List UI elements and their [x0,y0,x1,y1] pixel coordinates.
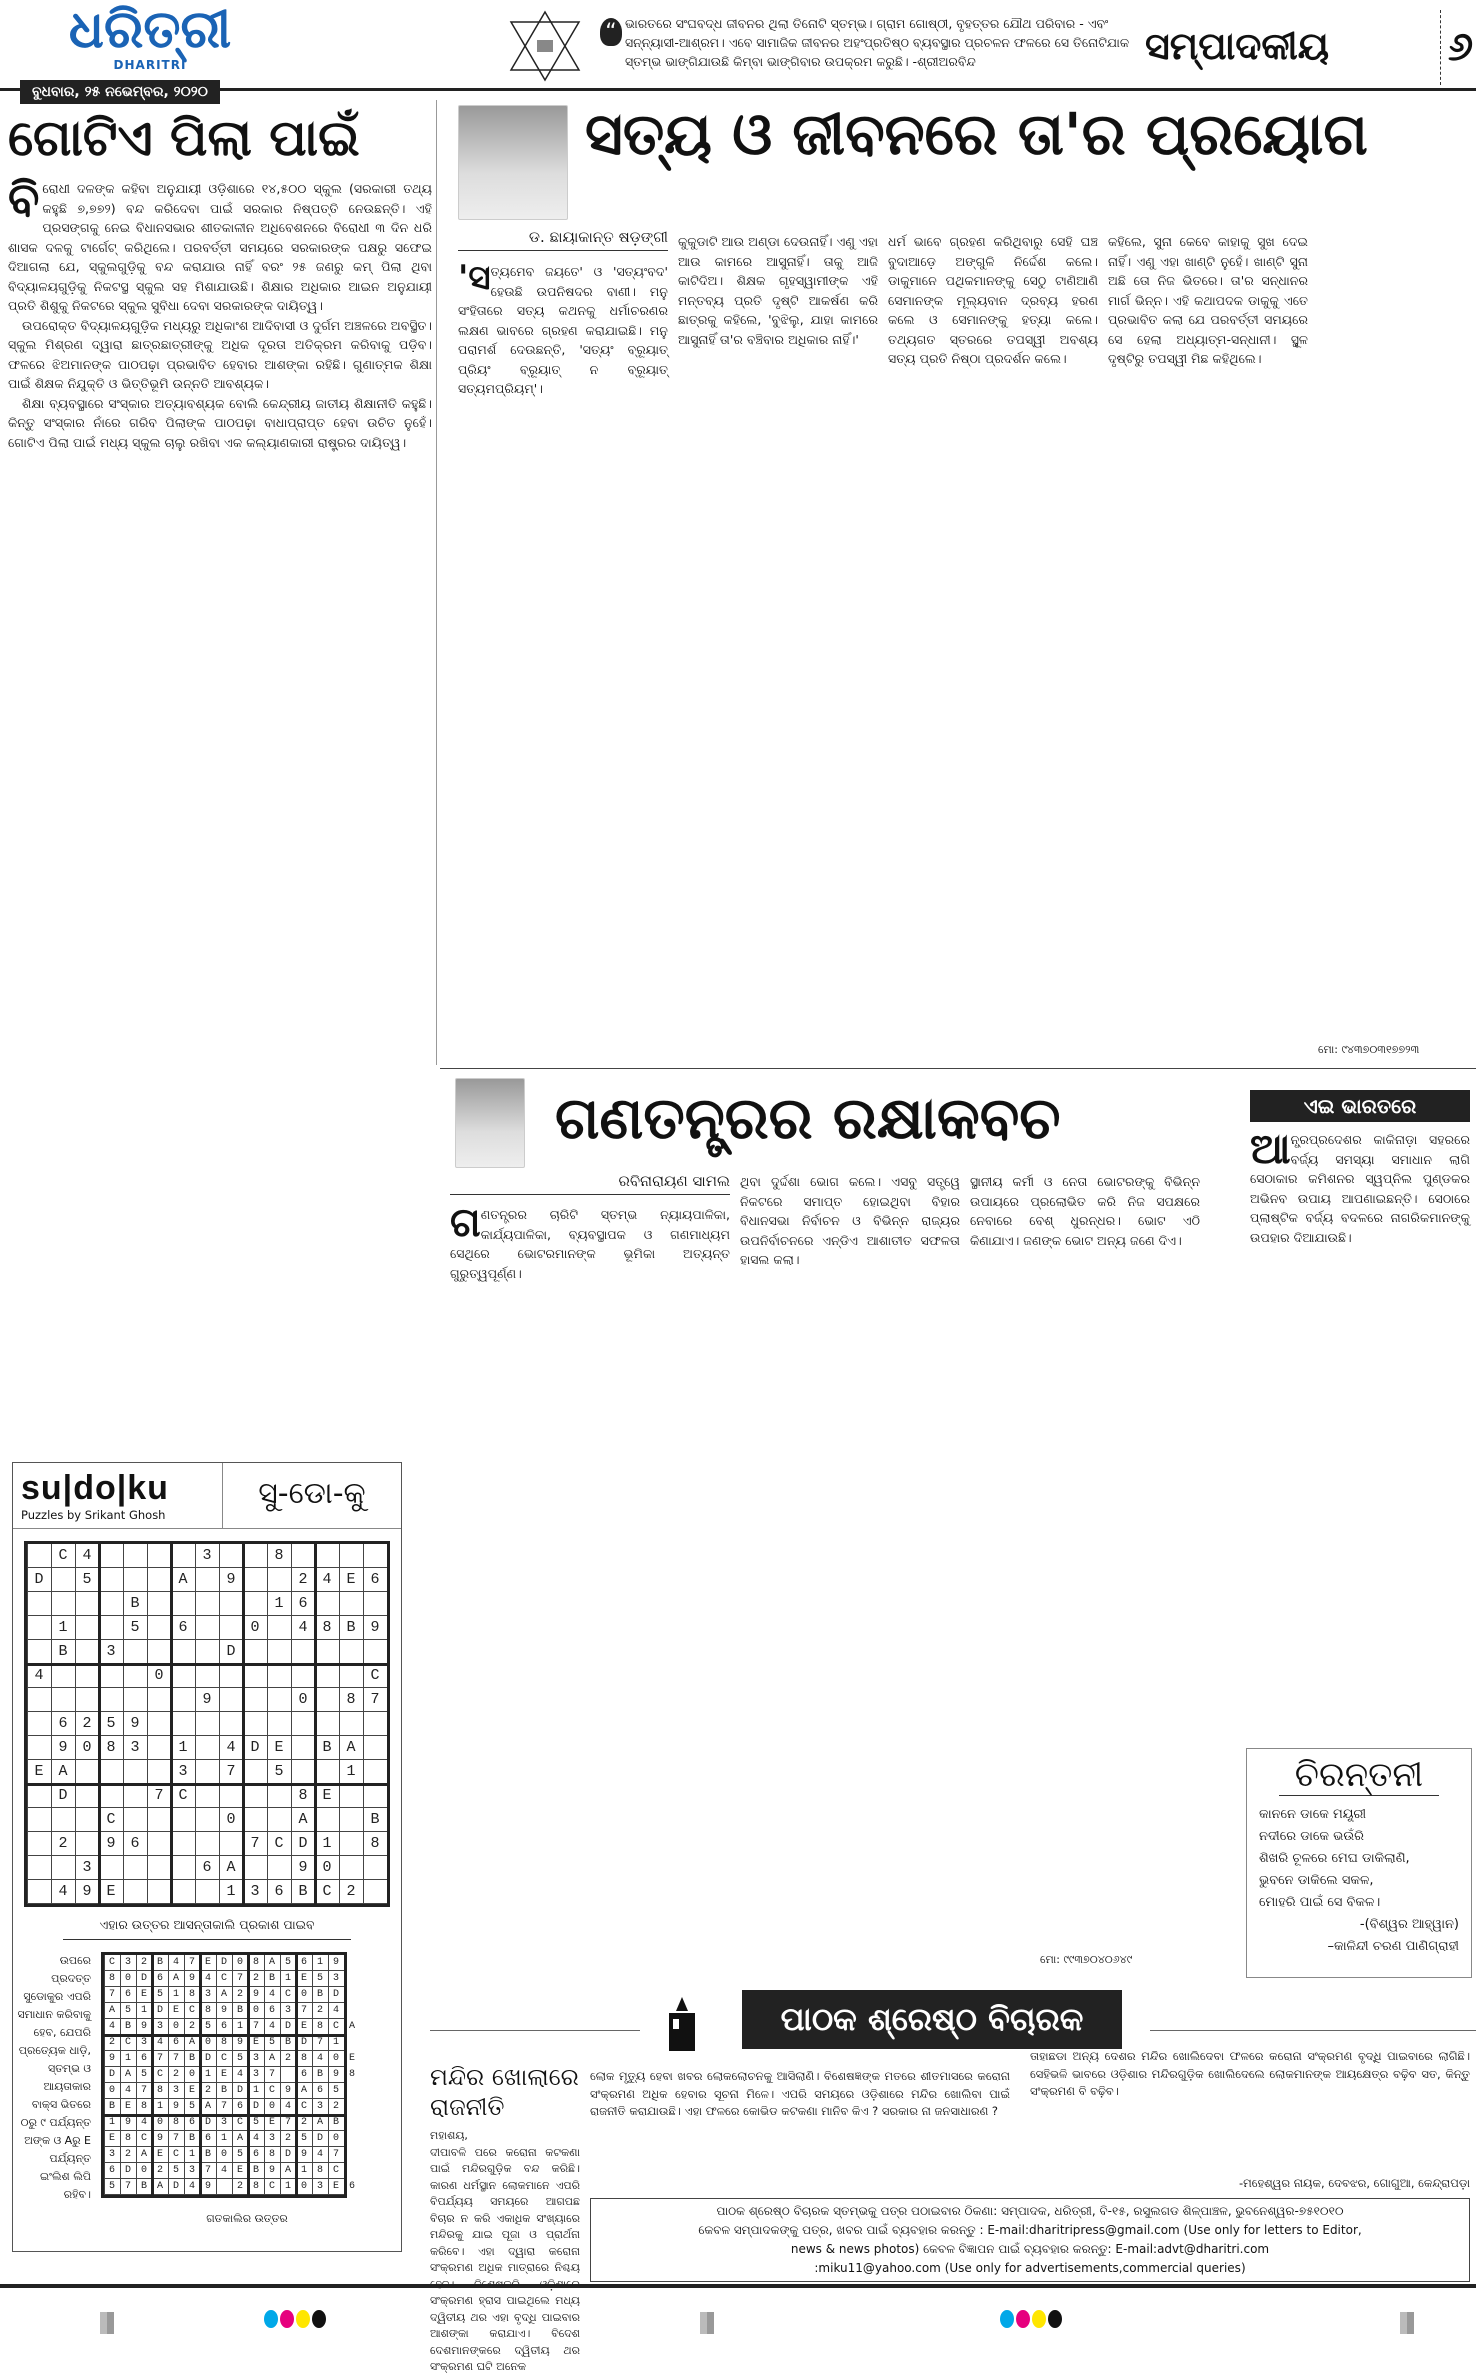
ei-bharatare-body: ଆନ୍ଧ୍ରପ୍ରଦେଶର କାକିନାଡ଼ା ସହରରେ ବର୍ଜ୍ୟ ସମସ୍ୟା ସମାଧାନ ଲାଗି ସେଠାକାର କମିଶନର ସ୍ୱପ୍ନିଲ ପୁଣ୍ଡକର ଅଭିନବ ଉପାୟ ଆପଣାଇଛନ୍ତି। ସେଠାରେ ପ୍ଲାଷ୍ଟିକ ବର୍ଜ୍ୟ ବଦଳରେ ନାଗରିକମାନଙ୍କୁ ଉପହାର ଦିଆଯାଉଛି। [1250,1124,1470,1245]
divider [1150,2030,1476,2031]
editorial [8,105,432,1060]
article-column-2: ଥିବା ଦୁର୍ଦ୍ଦଶା ଭୋଗ କଲେ। ଏସବୁ ସତ୍ତ୍ୱେ ନିକଟରେ ସମାପ୍ତ ହୋଇଥିବା ବିହାର ବିଧାନସଭା ନିର୍ବାଚନ ଓ ବିଭିନ୍ନ ରାଜ୍ୟର ଉପନିର୍ବାଚନରେ ଏନ୍‌ଡିଏ ଆଶାତୀତ ସଫଳତା ହାସଲ କଲା। [740,1174,960,1267]
sudoku-row: 57BAD49 28C103E6 [109,2181,366,2192]
sudoku-row: 04783E2BD1C9A65 [109,2085,350,2096]
author-byline: ରବିନାରାୟଣ ସାମଲ [450,1172,730,1195]
registration-mark [1400,2312,1414,2334]
article-column-1: 'ସତ୍ୟମେବ ଜୟତେ' ଓ 'ସତ୍ୟଂବଦ' ହେଉଛି ଉପନିଷଦର ବାଣୀ। ମନୁ ସଂହିତାରେ ସତ୍ୟ କଥନକୁ ଧର୍ମାଚରଣର ଲକ୍ଷଣ ଭାବରେ ଗ୍ରହଣ କରାଯାଇଛି। ମନୁ ପରାମର୍ଶ ଦେଉଛନ୍ତି, 'ସତ୍ୟଂ ବ୍ରୂୟାତ୍ ପ୍ରିୟଂ ବ୍ରୂୟାତ୍ ନ ବ୍ରୂୟାତ୍ ସତ୍ୟମପ୍ରିୟମ୍'। [458,258,668,396]
dharitri-logo: ଧରିତ୍ରୀ DHARITRI [68,0,232,72]
answer-note: ଏହାର ଉତ୍ତର ଆସନ୍ତାକାଲି ପ୍ରକାଶ ପାଇବ [63,1917,351,1940]
article-column-3: ସ୍ଥାନୀୟ କର୍ମୀ ଓ ନେତା ଭୋଟରଙ୍କୁ ବିଭିନ୍ନ ଉପାୟରେ ପ୍ରଲୋଭିତ କରି ନିଜ ସପକ୍ଷରେ ନେବାରେ ବେଶ୍ ଧୁରନ୍ଧର। ଭୋଟ ଏଠି କିଣାଯାଏ। ଜଣଙ୍କ ଭୋଟ ଅନ୍ୟ ଜଣେ ଦିଏ। [970,1174,1200,1248]
sudoku-row: D 7C 8E [34,1787,395,1804]
article-column-1: ଗଣତନ୍ତ୍ରର ଚାରିଟି ସ୍ତମ୍ଭ ନ୍ୟାୟପାଳିକା, କାର୍ଯ୍ୟପାଳିକା, ବ୍ୟବସ୍ଥାପକ ଓ ଗଣମାଧ୍ୟମ ସେଥିରେ ଭୋଟରମାନଙ୍କ ଭୂମିକା ଅତ୍ୟନ୍ତ ଗୁରୁତ୍ୱପୂର୍ଣ୍ଣ। [450,1200,730,1281]
sudoku-row: BE8195A76D04C32 [109,2101,350,2112]
letter-title: ମନ୍ଦିର ଖୋଲାରେ ରାଜନୀତି [430,2063,579,2121]
editorial-body: ବିରୋଧୀ ଦଳଙ୍କ କହିବା ଅନୁଯାୟୀ ଓଡ଼ିଶାରେ ୧୪,୫୦୦ ସ୍କୁଲ (ସରକାରୀ ତଥ୍ୟ କହୁଛି ୭,୭୭୨) ବନ୍ଦ କରିଦେବା ପାଇଁ ସରକାର ନିଷ୍ପତ୍ତି ନେଉଛନ୍ତି। ଏହି ପ୍ରସଙ୍ଗକୁ ନେଇ ବିଧାନସଭାର ଶୀତକାଳୀନ ଅଧିବେଶନରେ ବିରୋଧୀ ୩ ଦିନ ଧରି ଶାସକ ଦଳକୁ ଟାର୍ଗେଟ୍ କରିଥିଲେ। ପରବର୍ତ୍ତୀ ସମୟରେ ସରକାରଙ୍କ ପକ୍ଷରୁ ସଫେଇ ଦିଆଗଲା ଯେ, ସ୍କୁଲଗୁଡ଼ିକୁ ବନ୍ଦ କରାଯାଉ ନାହିଁ ବରଂ ୨୫ ଜଣରୁ କମ୍ ପିଲା ଥିବା ବିଦ୍ୟାଳୟଗୁଡ଼ିକୁ ନିକଟସ୍ଥ ସ୍କୁଲ ସହ ମିଶାଯାଉଛି। ଶିକ୍ଷାର ଅଧିକାର ଆଇନ ଅନୁଯାୟୀ ପ୍ରତି ଶିଶୁକୁ ନିକଟରେ ସ୍କୁଲ ସୁବିଧା ଦେବା ସରକାରଙ୍କ ଦାୟିତ୍ୱ। ଉପରୋକ୍ତ ବିଦ୍ୟାଳୟଗୁଡ଼ିକ ମଧ୍ୟରୁ ଅଧିକାଂଶ ଆଦିବାସୀ ଓ ଦୁର୍ଗମ ଅଞ୍ଚଳରେ ଅବସ୍ଥିତ। ସ୍କୁଲ ମିଶ୍ରଣ ଦ୍ୱାରା ଛାତ୍ରଛାତ୍ରୀଙ୍କୁ ଅଧିକ ଦୂରତା ଅତିକ୍ରମ କରିବାକୁ ପଡ଼ିବ। ଫଳରେ ଝିଅମାନଙ୍କ ପାଠପଢ଼ା ପ୍ରଭାବିତ ହେବାର ଆଶଙ୍କା ରହିଛି। ଗୁଣାତ୍ମକ ଶିକ୍ଷା ପାଇଁ ଶିକ୍ଷକ ନିଯୁକ୍ତି ଓ ଭିତ୍ତିଭୂମି ଉନ୍ନତି ଆବଶ୍ୟକ। ଶିକ୍ଷା ବ୍ୟବସ୍ଥାରେ ସଂସ୍କାର ଅତ୍ୟାବଶ୍ୟକ ବୋଲି କେନ୍ଦ୍ରୀୟ ଜାତୀୟ ଶିକ୍ଷାନୀତି କହୁଛି। କିନ୍ତୁ ସଂସ୍କାର ନାଁରେ ଗରିବ ପିଲାଙ୍କ ପାଠପଢ଼ା ବାଧାପ୍ରାପ୍ତ ହେବା ଉଚିତ ନୁହେଁ। ଗୋଟିଏ ପିଲା ପାଇଁ ମଧ୍ୟ ସ୍କୁଲ ଚାଲୁ ରଖିବା ଏକ କଲ୍ୟାଣକାରୀ ରାଷ୍ଟ୍ରର ଦାୟିତ୍ୱ। [8,172,432,450]
divider [430,2030,640,2031]
sudoku-row: B 16 [34,1595,395,1612]
article-headline: ସତ୍ୟ ଓ ଜୀବନରେ ତା'ର ପ୍ରୟୋଗ [585,100,1368,168]
sudoku-row: 3 6A 90 [34,1859,395,1876]
sudoku-row: DA5C201E437 6B98 [109,2069,366,2080]
chirantani-box [1246,1748,1472,1978]
color-registration-dots [264,2310,326,2328]
author-byline: ଡ. ଛାୟାକାନ୍ତ ଷଡ଼ଙ୍ଗୀ [458,228,668,251]
sudoku-row: C32B47ED08A5619 [109,1957,350,1968]
divider [440,1068,1476,1069]
article-column-4: କହିଲେ, ସୁନା କେବେ କାହାକୁ ସୁଖ ଦେଇ ନାହିଁ। ଏଣୁ ଏହା ଖାଣ୍ଟି ନୁହେଁ। ଖାଣ୍ଟି ସୁନା ଅଛି ତୋ ନିଜ ଭିତରେ। ତା'ର ସନ୍ଧାନର ମାର୍ଗ ଭିନ୍ନ। ଏହି କଥାପଦକ ଡାକୁକୁ ଏତେ ପ୍ରଭାବିତ କଲା ଯେ ପରବର୍ତ୍ତୀ ସମୟରେ ସେ ହେଲା ଅଧ୍ୟାତ୍ମ-ସନ୍ଧାନୀ। ସ୍ଥୂଳ ଦୃଷ୍ଟିରୁ ତପସ୍ୱୀ ମିଛ କହିଥିଲେ। [1108,234,1308,366]
sudoku-solution-grid [101,1952,366,2198]
column-rule [436,100,437,1065]
letters-heading: ପାଠକ ଶ୍ରେଷ୍ଠ ବିଚାରକ [742,1990,1122,2049]
sudoku-puzzle-grid [24,1541,395,1907]
section-title: ସମ୍ପାଦକୀୟ [1145,24,1330,68]
article-contact: ମୋ: ୯୯୩୭୦୪୦୬୪୯ [1040,1953,1133,1966]
quote-icon: “ [600,18,622,46]
sudoku-row: 2 96 7CD1 8 [34,1835,395,1852]
article-column-2: କୁକୁଡାଟି ଆଉ ଅଣ୍ଡା ଦେଉନାହିଁ। ଏଣୁ ଏହା ଆଉ କାମରେ ଆସୁନାହିଁ। ତାକୁ ଆଜି କାଟିଦିଅ। ଶିକ୍ଷକ ଗୃହସ୍ୱାମୀଙ୍କ ଏହି ମନ୍ତବ୍ୟ ପ୍ରତି ଦୃଷ୍ଟି ଆକର୍ଷଣ କରି ଛାତ୍ରକୁ କହିଲେ, 'ବୁଝିଲୁ, ଯାହା କାମରେ ଆସୁନାହିଁ ତା'ର ବଞ୍ଚିବାର ଅଧିକାର ନାହିଁ।' [678,234,878,347]
sudoku-title: ସୁ-ଡୋ-କୁ [258,1476,366,1511]
sudoku-row: EA 3 7 5 1 [34,1763,395,1780]
sudoku-instructions: ଉପରେ ପ୍ରଦତ୍ତ ସୁଡୋକୁର ଏପରି ସମାଧାନ କରିବାକୁ ହେବ, ଯେପରି ପ୍ରତ୍ୟେକ ଧାଡ଼ି, ସ୍ତମ୍ଭ ଓ ଆୟତାକାର ବାକ୍ସ ଭିତରେ ୦ରୁ ୯ ପର୍ଯ୍ୟନ୍ତ ଅଙ୍କ ଓ Aରୁ E ପର୍ଯ୍ୟନ୍ତ ଇଂଲିଶ ଲିପି ରହିବ। [17,1954,91,2201]
sudoku-row: B 3 D [34,1643,395,1660]
sudoku-row: C 0 A B [34,1811,395,1828]
sudoku-row: 32AEC1B0568D947 [109,2149,350,2160]
sudoku-row: 9083 1 4DE BA [34,1739,395,1756]
footer-rule [0,2284,1476,2288]
page-number: ୬ [1448,24,1474,70]
star-emblem-icon [505,10,585,82]
dropcap: ବି [8,172,40,226]
sudoku-row: 91677BDC53A2840E [109,2053,366,2064]
editorial-title: ଗୋଟିଏ ପିଲା ପାଇଁ [8,109,360,167]
sudoku-row: 76E5183A294C0BD [109,1989,350,2000]
pen-nib-icon [665,1995,699,2055]
sudoku-box: su|do|ku Puzzles by Srikant Ghosh ସୁ-ଡୋ-କୁ C4 3 8 D 5 A 9 24E6 B 16 1 5 6 0 48B9 B 3 D 4 0 C 9 0 87 6259 9083 1 4DE BA EA 3 7 5 1 D 7C 8E C 0 A B 2 96 7CD1 8 3 6A 90 49E 136BC2 ଏହାର ଉତ୍ତର ଆସନ୍ତାକାଲି ପ୍ରକାଶ ପାଇବ ଉପରେ ପ୍ରଦତ୍ତ ସୁଡୋକୁର ଏପରି ସମାଧାନ କରିବାକୁ ହେବ, ଯେପରି ପ୍ରତ୍ୟେକ ଧାଡ଼ି, ସ୍ତମ୍ଭ ଓ ଆୟତାକାର ବାକ୍ସ ଭିତରେ ୦ରୁ ୯ ପର୍ଯ୍ୟନ୍ତ ଅଙ୍କ ଓ Aରୁ E ପର୍ଯ୍ୟନ୍ତ ଇଂଲିଶ ଲିପି ରହିବ। C32B47ED08A5619 80D6A94C72B1E53 76E5183A294C0BD A51DEC89B063724 4B930256174DE8CA 2C346A089E5BD71 91677BDC53A2840E DA5C201E437 6B98 04783E2BD1C9A65 BE8195A76D04C32 194086D3C5E72AB E8C97B61A4325D0 32AEC1B0568D947 6D025374EB9A18C 57BAD49 28C103E6 ଗତକାଲିର ଉତ୍ତର [12,1462,402,2252]
author-photo [455,1078,525,1168]
letter-signature: -ମହେଶ୍ୱର ନାୟକ, ଦେବଝର, ଗୋଗୁଆ, କେନ୍ଦ୍ରାପଡ଼ା [1238,2176,1470,2190]
article-column-3: ଧର୍ମ ଭାବେ ଗ୍ରହଣ କରିଥିବାରୁ ସେହି ଘଞ୍ଚ ବୁଦାଆଡ଼େ ଅଙ୍ଗୁଳି ନିର୍ଦ୍ଦେଶ କଲେ। ଡାକୁମାନେ ପଥିକମାନଙ୍କୁ ସେଠୁ ଟାଣିଆଣି ସେମାନଙ୍କ ମୂଲ୍ୟବାନ ଦ୍ରବ୍ୟ ହରଣ କଲେ ଓ ସେମାନଙ୍କୁ ହତ୍ୟା କଲେ। ତଥ୍ୟଗତ ସ୍ତରରେ ତପସ୍ୱୀ ଅବଶ୍ୟ ସତ୍ୟ ପ୍ରତି ନିଷ୍ଠା ପ୍ରଦର୍ଶନ କଲେ। [888,234,1098,366]
sudoku-logo: su|do|ku [21,1469,169,1507]
chirantani-title: ଚିରନ୍ତନୀ [1279,1755,1439,1796]
letter-column-3: ତାହାଛଡା ଅନ୍ୟ ଦେଶର ମନ୍ଦିର ଖୋଲିଦେବା ଫଳରେ କରୋନା ସଂକ୍ରମଣ ବୃଦ୍ଧି ପାଇବାରେ ଲାଗିଛି। ସେହିଭଳି ଭାବରେ ଓଡ଼ିଶାର ମନ୍ଦିରଗୁଡ଼ିକ ଖୋଲିଦେଲେ ଲୋକମାନଙ୍କ ଆୟକ୍ଷେତ୍ର ବଢ଼ିବ ସତ, କିନ୍ତୁ ସଂକ୍ରମଣ ବି ବଢ଼ିବ। [1030,2049,1470,2098]
sudoku-row: 4B930256174DE8CA [109,2021,366,2032]
date-band: ବୁଧବାର, ୨୫ ନଭେମ୍ବର, ୨୦୨୦ [20,80,220,104]
sudoku-row: 2C346A089E5BD71 [109,2037,350,2048]
letter-column-2: ଲୋକ ମୃତ୍ୟୁ ହେବା ଖବର ଲୋକଲୋଚନକୁ ଆସିଲାଣି। ବିଶେଷଜ୍ଞଙ୍କ ମତରେ ଶୀତମାସରେ କରୋନା ସଂକ୍ରମଣ ଅଧିକ ହେବାର ସୂଚନା ମିଳେ। ଏପରି ସମୟରେ ଓଡ଼ିଶାରେ ମନ୍ଦିର ଖୋଲିବା ପାଇଁ ରାଜନୀତି କରାଯାଉଛି। ଏହା ଫଳରେ କୋଭିଡ କଟକଣା ମାନିବ କିଏ ? ସରକାର ନା ଜନସାଧାରଣ ? [590,2069,1010,2118]
registration-mark [700,2312,714,2334]
author-photo [458,105,568,220]
sudoku-row: D 5 A 9 24E6 [34,1571,395,1588]
sudoku-row: 4 0 C [34,1667,395,1684]
article-headline: ଗଣତନ୍ତ୍ରର ରକ୍ଷାକବଚ [555,1084,1061,1152]
sudoku-row: 1 5 6 0 48B9 [34,1619,395,1636]
masthead-rule [0,88,1476,91]
poem: କାନନେ ଡାକେ ମୟୂରୀ ନଦୀରେ ଡାକେ ଭଉଁରି ଶିଖରି ଚୂଳରେ ମେଘ ଡାକିଲାଣି, ଭୁବନେ ଡାକିଲେ ସକଳ, ମୋହରି ପାଇଁ ସେ ବିକଳ। -(ବିଶ୍ୱର ଆହ୍ୱାନ) –କାଳିନ୍ଦୀ ଚରଣ ପାଣିଗ୍ରାହୀ [1259,1807,1459,1954]
color-registration-dots [1000,2310,1062,2328]
masthead-quote: ଭାରତରେ ସଂଘବଦ୍ଧ ଜୀବନର ଥିଲା ତିନୋଟି ସ୍ତମ୍ଭ। ଗ୍ରାମ ଗୋଷ୍ଠୀ, ବୃହତ୍ତର ଯୌଥ ପରିବାର - ଏବଂ ସନ୍ନ୍ୟାସୀ-ଆଶ୍ରମ। ଏବେ ସାମାଜିକ ଜୀବନର ଅହଂପ୍ରତିଷ୍ଠ ବ୍ୟବସ୍ଥାର ପ୍ରଚଳନ ଫଳରେ ସେ ତିନୋଟିଯାକ ସ୍ତମ୍ଭ ଭାଙ୍ଗିଯାଉଛି କିମ୍ବା ଭାଙ୍ଗିବାର ଉପକ୍ରମ କରୁଛି। -ଶ୍ରୀଅରବିନ୍ଦ [625,16,1130,69]
divider [1440,10,1441,85]
sudoku-row: 49E 136BC2 [34,1883,395,1900]
article-contact: ମୋ: ୯୪୩୭୦୩୧୭୭୨୩ [1318,1043,1420,1056]
sudoku-row: E8C97B61A4325D0 [109,2133,350,2144]
solution-label: ଗତକାଲିର ଉତ୍ତର [206,2212,288,2225]
letter-column-1: ମହାଶୟ, ଦୀପାବଳି ପରେ କରୋନା କଟକଣା ପାଇଁ ମନ୍ଦିରଗୁଡ଼ିକ ବନ୍ଦ କରିଛି। କାରଣ ଧର୍ମସ୍ଥାନ ଲୋକମାନେ ଏପରି ବିପର୍ଯ୍ୟୟ ସମୟରେ ଆଗପଛ ବିଚାର ନ କରି ଏକାଧିକ ସଂଖ୍ୟାରେ ମନ୍ଦିରକୁ ଯାଇ ପୂଜା ଓ ପ୍ରାର୍ଥନା କରିବେ। ଏହା ଦ୍ୱାରା କରୋନା ସଂକ୍ରମଣ ଅଧିକ ମାତ୍ରାରେ ନିଶ୍ଚୟ ସଂକ୍ରମଣ ହ୍ରାସ ପାଇଥିଲେ ମଧ୍ୟ ଦ୍ୱିତୀୟ ଥର ଏହା ବୃଦ୍ଧି ପାଇବାର ଆଶଙ୍କା କରାଯାଏ। ବିଦେଶ ଦେଶମାନଙ୍କରେ ଦ୍ୱିତୀୟ ଥର ସଂକ୍ରମଣ ଘଟି ଅନେକ [430,2129,580,2373]
sudoku-row: A51DEC89B063724 [109,2005,350,2016]
column-heading: ଏଇ ଭାରତରେ [1250,1090,1470,1122]
sudoku-row: 194086D3C5E72AB [109,2117,350,2128]
sudoku-row: 80D6A94C72B1E53 [109,1973,350,1984]
sudoku-row: 6259 [34,1715,395,1732]
sudoku-row: C4 3 8 [34,1547,395,1564]
registration-mark [100,2312,114,2334]
sudoku-row: 9 0 87 [34,1691,395,1708]
letters-address-box: ପାଠକ ଶ୍ରେଷ୍ଠ ବିଚାରକ ସ୍ତମ୍ଭକୁ ପତ୍ର ପଠାଇବାର ଠିକଣା: ସମ୍ପାଦକ, ଧରିତ୍ରୀ, ବି-୧୫, ରସୁଲଗଡ ଶିଳ୍ପାଞ୍ଚଳ, ଭୁବନେଶ୍ୱର-୭୫୧୦୧୦ କେବଳ ସମ୍ପାଦକଙ୍କୁ ପତ୍ର, ଖବର ପାଇଁ ବ୍ୟବହାର କରନ୍ତୁ : E-mail:dharitripress@gmail.com (Use only for letters to Editor, news & news photos) କେବଳ ବିଜ୍ଞାପନ ପାଇଁ ବ୍ୟବହାର କରନ୍ତୁ: E-mail:advt@dharitri.com :miku11@yahoo.com (Use only for advertisements,commercial queries) [590,2198,1470,2282]
sudoku-row: 6D025374EB9A18C [109,2165,350,2176]
